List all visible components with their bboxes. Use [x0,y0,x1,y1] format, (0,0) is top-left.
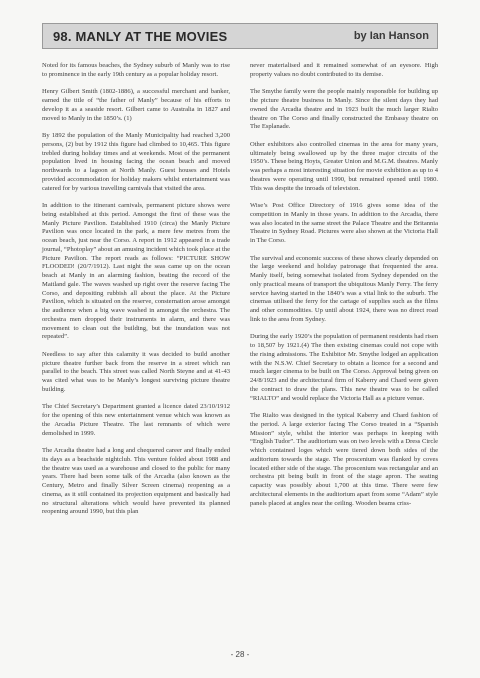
paragraph: In addition to the itinerant carnivals, permanent picture shows were being established at this period. Amongst the first of these was the Manly Picture Pavilion. Established 1910 (circa) the Manly Picture Pavilion was once located in the park, a mere few metres from the ocean beach, just near the Corso. A report in 1912 appeared in a trade journal, “Photoplay” about an amusing incident which took place at the Picture Pavilion. The report reads as follows: “PICTURE SHOW FLOODED! (20/7/1912). Last night the seas came up on the ocean beach at Manly in an alarming fashion, beating the record of the Maitland gale. The waves washed up right over the reserve facing The Corso, and depositing rubbish all about the place. At the Picture Pavilion, which is situated on the reserve, consternation arose amongst the audience when a big wave washed in amongst the orchestra. The orchestra men dropped their instruments in alarm, and there was movement to clean out the building, but the inundation was not repeated”. [42,202,230,341]
paragraph: Needless to say after this calamity it was decided to build another picture theatre further back from the reserve in a street which ran parallel to the beach. This street was called North Steyne and at 41-43 was cited what was to be Manly’s longest surviving picture theatre building. [42,350,230,393]
page-number: - 28 - [230,650,250,659]
paragraph: The Rialto was designed in the typical Kaberry and Chard fashion of the period. A large exterior facing The Corso treated in a “Spanish Mission” style, whilst the interior was perhaps in keeping with “English Tudor”. The auditorium was on two levels with a Dress Circle which contained loges which were tiered down both sides of the auditorium towards the stage. The proscenium was flanked by coves located either side of the stage. The proscenium was rectangular and an orchestra pit being built in front of the stage apron. The seating capacity was possibly about 1,700 at this time. There were few architectural elements in the auditorium apart from some “Adam” style panels placed at angles near the ceiling. Wooden beams criss- [250,412,438,507]
paragraph: Noted for its famous beaches, the Sydney suburb of Manly was to rise to prominence in the early 19th century as a popular holiday resort. [42,62,230,78]
paragraph: Henry Gilbert Smith (1802-1886), a successful merchant and banker, earned the title of “the father of Manly” because of his efforts to develop it as a seaside resort. Gilbert came to Australia in 1827 and moved to Manly in the 1850’s. (1) [42,88,230,122]
paragraph: By 1892 the population of the Manly Municipality had reached 3,200 persons, (2) but by 1912 this figure had climbed to 10,465. This figure trebled during holiday times and at weekends. Most of the permanent population lived in housing facing the ocean beach and moved northwards to a lagoon at North Manly. Guest houses and Hotels provided accommodation for holiday makers whilst entertainment was catered for by various travelling carnivals that visited the area. [42,132,230,192]
article-title: 98. MANLY AT THE MOVIES [53,28,228,44]
paragraph: The Smythe family were the people mainly responsible for building up the picture theatre business in Manly. Since the silent days they had owned the Arcadia theatre and in 1923 built the much larger Rialto theatre on The Corso and finally constructed the Embassy theatre on The Esplanade. [250,88,438,131]
paragraph: The Chief Secretary’s Department granted a licence dated 23/10/1912 for the opening of this new entertainment venue which was known as the Arcadia Picture Theatre. The last remnants of which were demolished in 1999. [42,403,230,437]
paragraph: Wise’s Post Office Directory of 1916 gives some idea of the competition in Manly in those years. In addition to the Arcadia, there was also located in the same street the Palace Theatre and the Britannia Theatre in Sydney Road. Pictures were also shown at the Victoria Hall in The Corso. [250,202,438,244]
paragraph: Other exhibitors also controlled cinemas in the area for many years, ultimately being swallowed up by the three major circuits of the 1950’s. These being Hoyts, Greater Union and M.G.M. theatres. Manly was perhaps a most interesting situation for movie exhibition as up to 4 theatres were operating until 1990, but remained opened until 1980. This was despite the inroads of television. [250,140,438,192]
paragraph: never materialised and it remained somewhat of an eyesore. High property values no doubt contributed to its demise. [250,62,438,78]
paragraph: The survival and economic success of these shows clearly depended on the large weekend and holiday patronage that frequented the area. Manly itself, being somewhat isolated from Sydney depended on the only practical means of transport the ubiquitous Manly Ferry. The ferry service having started in the 1840’s was a vital link to the suburb. The cinemas utilised the ferry for the cartage of supplies such as the films and other commodities. Up until about 1924, there was no direct road link to the area from Sydney. [250,254,438,323]
article-author: by Ian Hanson [353,30,429,42]
left-column [42,62,230,526]
right-column [250,62,438,517]
article-header [42,23,438,49]
paragraph: During the early 1920’s the population of permanent residents had risen to 18,507 by 1921.(4) The then existing cinemas could not cope with the rising admissions. The Exhibitor Mr. Smythe lodged an application with the N.S.W. Chief Secretary to obtain a licence for a second and much larger cinema to be built on The Corso. Approval being given on 24/8/1923 and the architectural firm of Kaberry and Chard were given the contract to draw the plans. This new theatre was to be called “RIALTO” and would replace the Victoria Hall as a picture venue. [250,333,438,402]
paragraph: The Arcadia theatre had a long and chequered career and finally ended its days as a beachside nightclub. This venture folded about 1988 and the theatre was used as a warehouse and closed to the public for many years. There had been some talk of the Arcadia (also known as the Century, Metro and finally Silver Screen cinema) reopening as a cinema, as it still contained its projection equipment and basically had no structural alterations which would have prevented its planned reopening around 1990, but this plan [42,447,230,516]
